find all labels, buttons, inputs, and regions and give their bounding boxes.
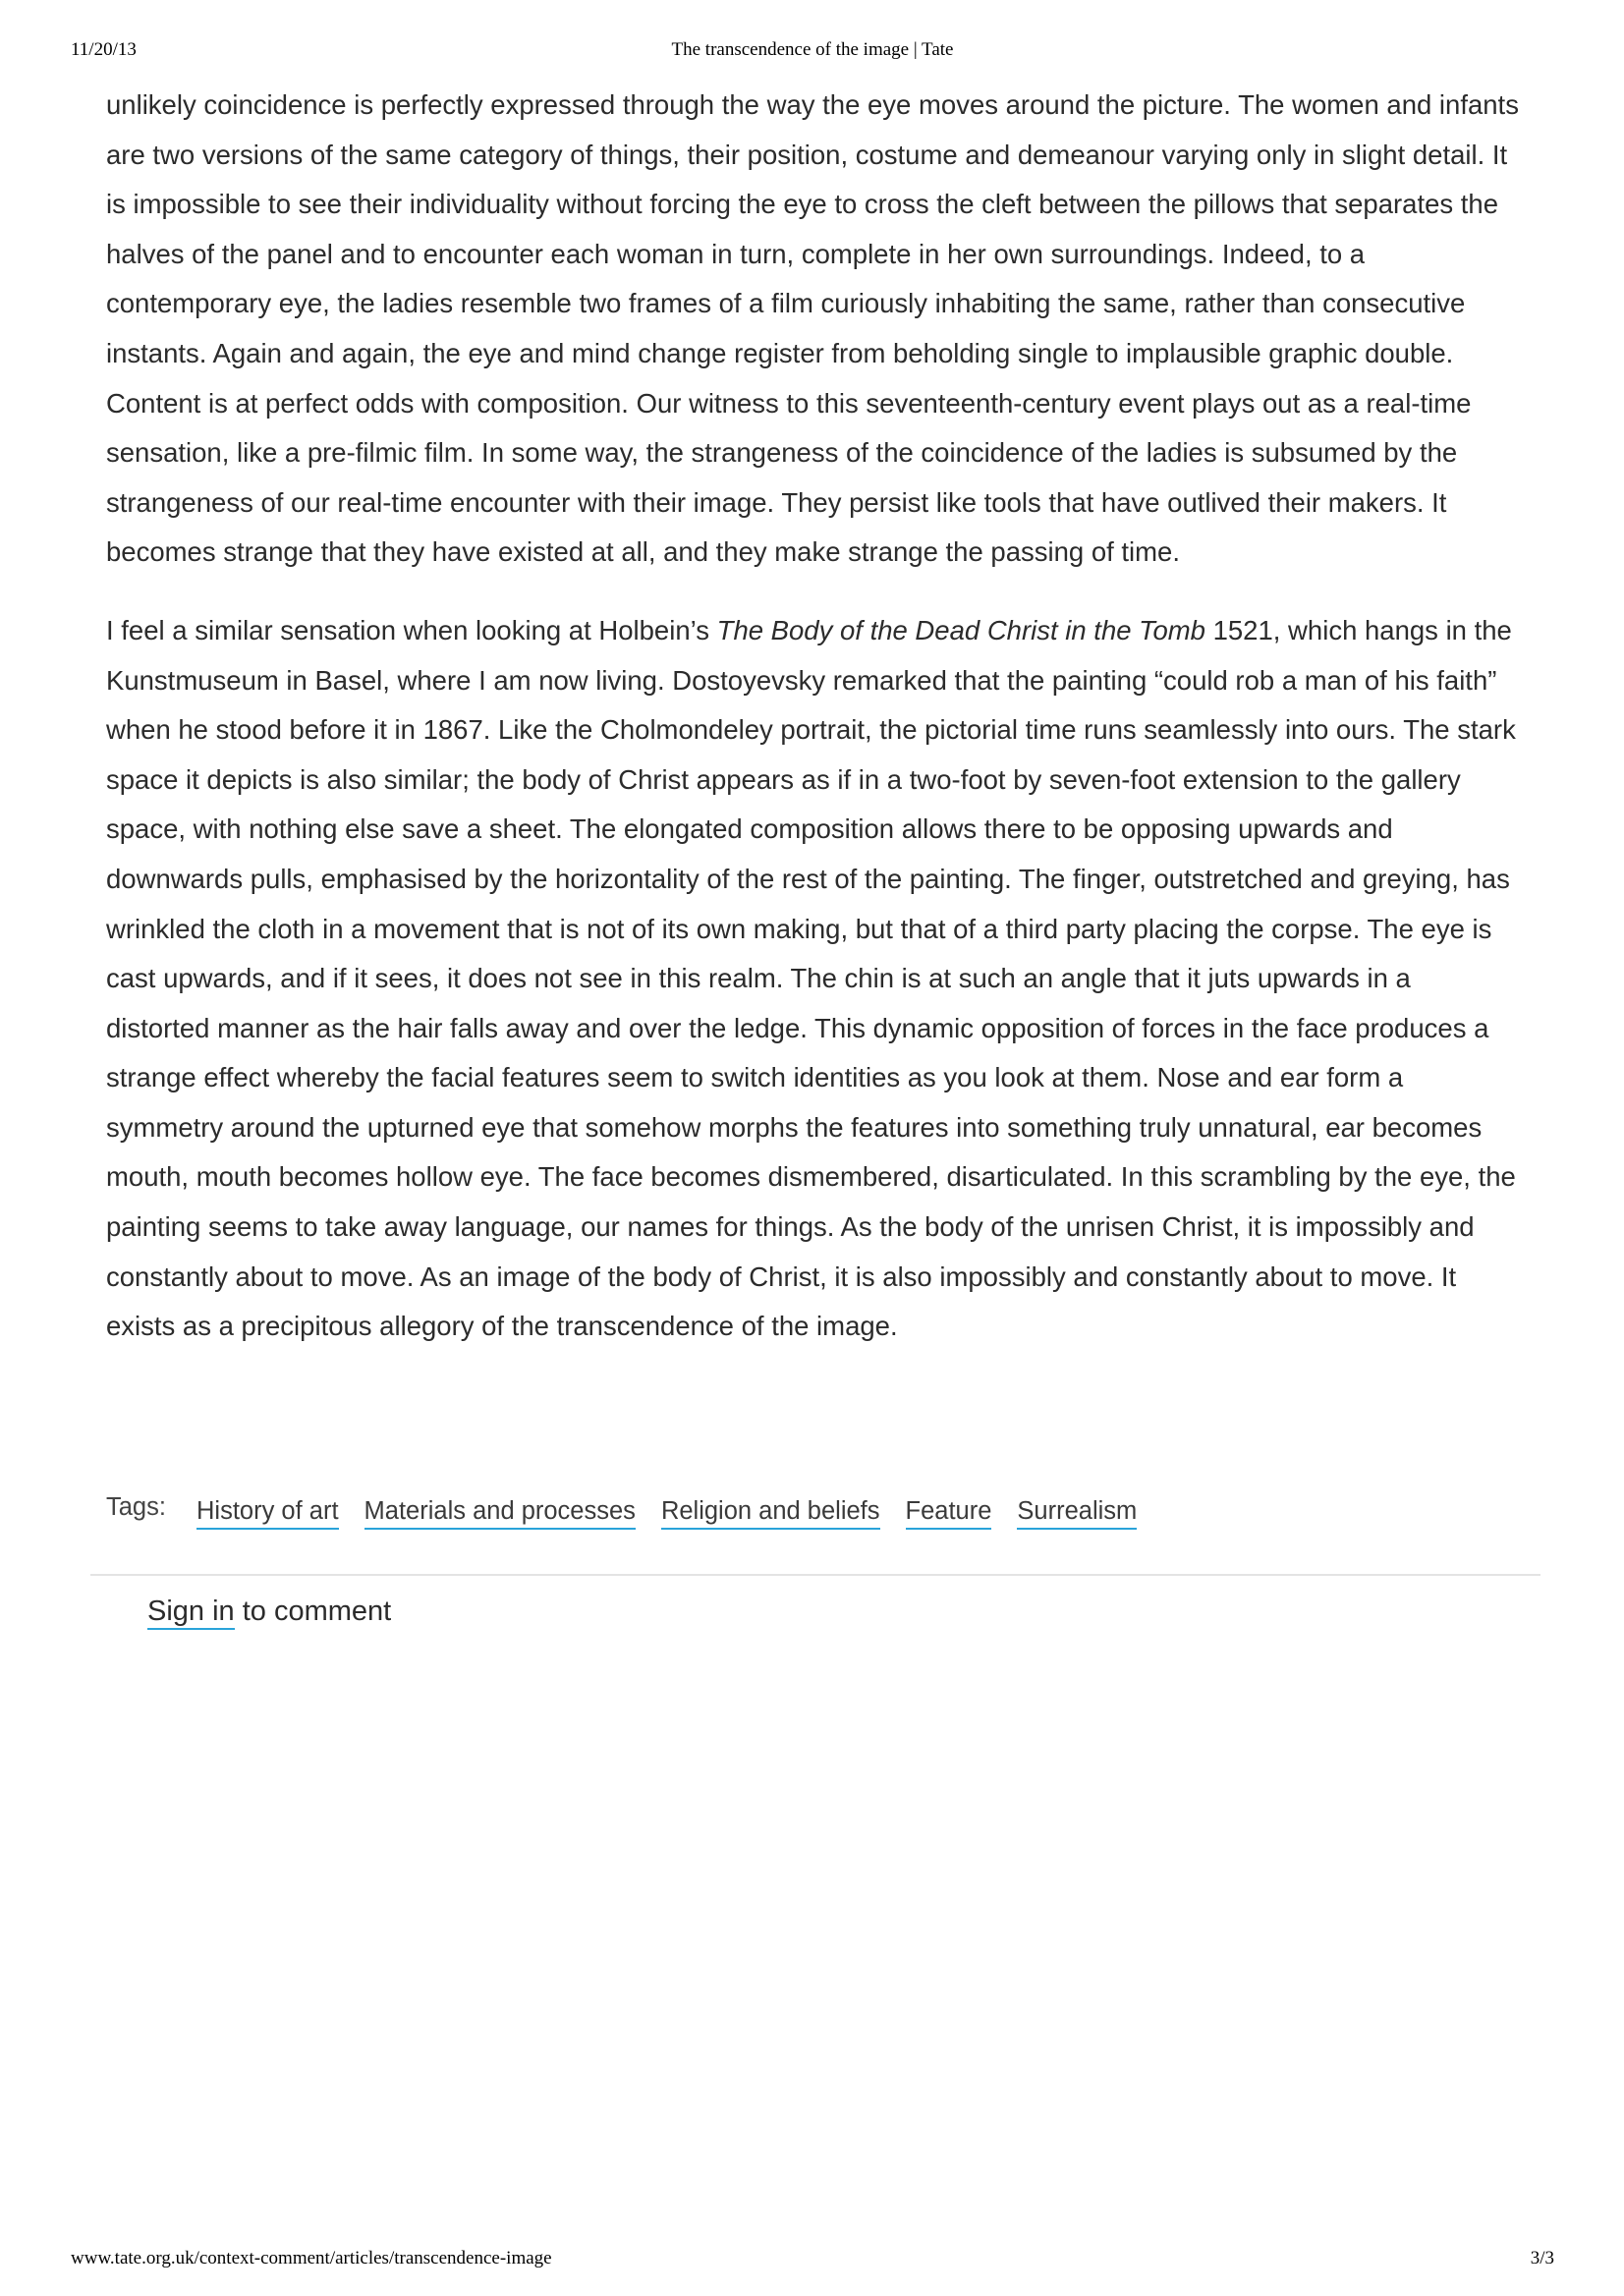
paragraph-text: I feel a similar sensation when looking at Holbein’s: [106, 614, 717, 645]
tag-feature[interactable]: Feature: [906, 1497, 992, 1530]
tag-surrealism[interactable]: Surrealism: [1017, 1497, 1137, 1530]
tag-religion-and-beliefs[interactable]: Religion and beliefs: [661, 1497, 880, 1530]
tag-history-of-art[interactable]: History of art: [196, 1497, 339, 1530]
article-body: [106, 81, 1521, 1352]
print-url: www.tate.org.uk/context-comment/articles/transcendence-image: [71, 2248, 552, 2268]
comment-prompt: [147, 1596, 391, 1628]
tags-label: Tags:: [106, 1493, 166, 1521]
tags-section: [106, 1485, 1521, 1535]
artwork-title: The Body of the Dead Christ in the Tomb: [716, 614, 1205, 645]
comment-suffix: to comment: [234, 1596, 392, 1627]
divider: [90, 1574, 1540, 1576]
tag-materials-and-processes[interactable]: Materials and processes: [364, 1497, 636, 1530]
page-number: 3/3: [1530, 2248, 1554, 2268]
sign-in-link[interactable]: Sign in: [147, 1596, 235, 1630]
paragraph-text: 1521, which hangs in the Kunstmuseum in Basel, where I am now living. Dostoyevsky remarked that the painting “could rob a man of his faith” when he stood before it in 1867. Like the Cholmondeley portrait, the pictorial time runs seamlessly into ours. The stark space it depicts is also similar; the body of Christ appears as if in a two-foot by seven-foot extension to the gallery space, with nothing else save a sheet. The elongated composition allows there to be opposing upwards and downwards pulls, emphasised by the horizontality of the rest of the painting. The finger, outstretched and greying, has wrinkled the cloth in a movement that is not of its own making, but that of a third party placing the corpse. The eye is cast upwards, and if it sees, it does not see in this realm. The chin is at such an angle that it juts upwards in a distorted manner as the hair falls away and over the ledge. This dynamic opposition of forces in the face produces a strange effect whereby the facial features seem to switch identities as you look at them. Nose and ear form a symmetry around the upturned eye that somehow morphs the features into something truly unnatural, ear becomes mouth, mouth becomes hollow eye. The face becomes dismembered, disarticulated. In this scrambling by the eye, the painting seems to take away language, our names for things. As the body of the unrisen Christ, it is impossibly and constantly about to move. As an image of the body of Christ, it is also impossibly and constantly about to move. It exists as a precipitous allegory of the transcendence of the image.: [106, 614, 1516, 1342]
tag-list: [196, 1497, 1137, 1530]
print-page-title: The transcendence of the image | Tate: [671, 39, 954, 60]
article-paragraph: unlikely coincidence is perfectly expressed through the way the eye moves around the picture. The women and infants are two versions of the same category of things, their position, costume and demeanour varying only in slight detail. It is impossible to see their individuality without forcing the eye to cross the cleft between the pillows that separates the halves of the panel and to encounter each woman in turn, complete in her own surroundings. Indeed, to a contemporary eye, the ladies resemble two frames of a film curiously inhabiting the same, rather than consecutive instants. Again and again, the eye and mind change register from beholding single to implausible graphic double. Content is at perfect odds with composition. Our witness to this seventeenth-century event plays out as a real-time sensation, like a pre-filmic film. In some way, the strangeness of the coincidence of the ladies is subsumed by the strangeness of our real-time encounter with their image. They persist like tools that have outlived their makers. It becomes strange that they have existed at all, and they make strange the passing of time.: [106, 89, 1519, 568]
article-paragraph: [106, 606, 1521, 1352]
print-footer: [71, 2248, 1554, 2277]
print-date: 11/20/13: [71, 39, 137, 60]
print-header: [71, 39, 1554, 69]
